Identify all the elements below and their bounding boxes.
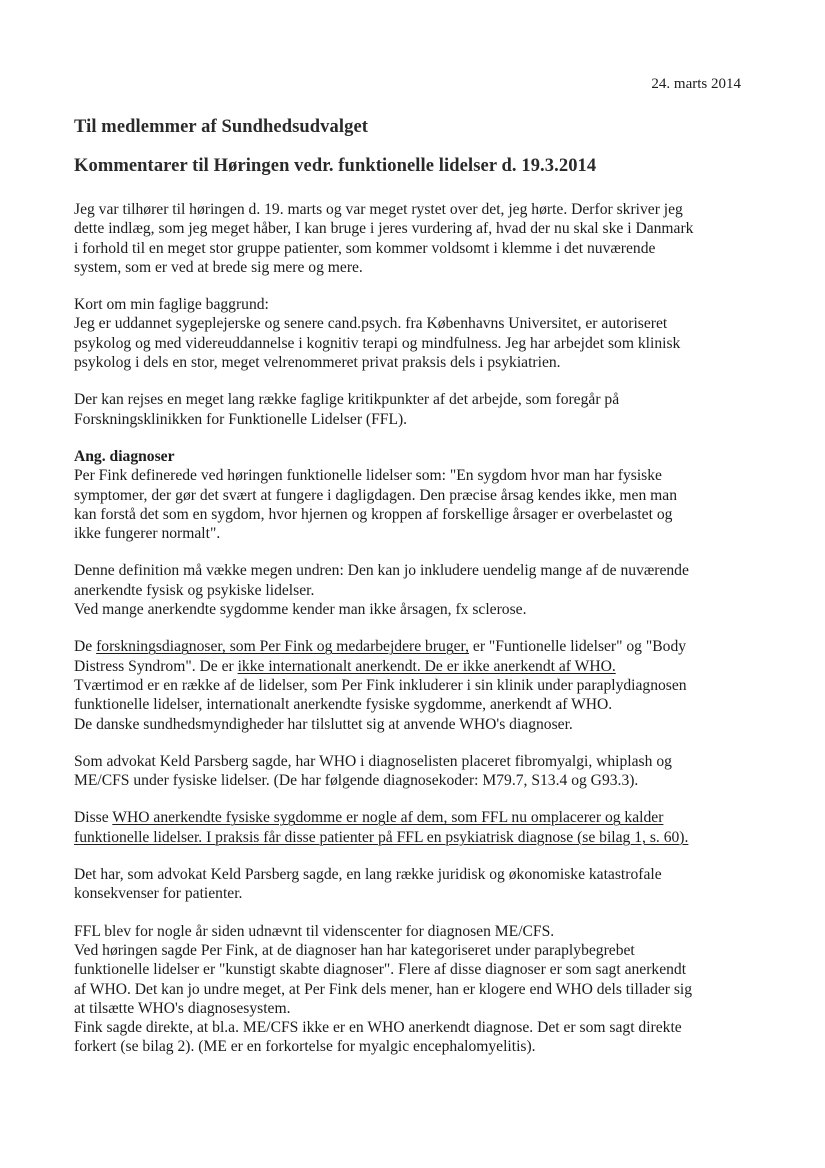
text-line: psykolog og med videreuddannelse i kognitiv terapi og mindfulness. Jeg har arbejdet som klinisk bbox=[74, 334, 681, 352]
text-segment: De bbox=[74, 638, 97, 656]
text-line: ME/CFS under fysiske lidelser. (De har følgende diagnosekoder: M79.7, S13.4 og G93.3). bbox=[74, 772, 639, 790]
paragraph-background bbox=[74, 295, 746, 372]
text-line bbox=[74, 808, 746, 827]
underlined-text: WHO anerkendte fysiske sygdomme er nogle af dem, som FFL nu omplacerer og kalder bbox=[112, 809, 664, 827]
text-line: symptomer, der gør det svært at fungere i dagligdagen. Den præcise årsag kendes ikke, men man bbox=[74, 486, 678, 504]
underlined-text: ikke internationalt anerkendt. De er ikke anerkendt af WHO. bbox=[237, 657, 616, 675]
text-line: konsekvenser for patienter. bbox=[74, 885, 243, 903]
text-line: Som advokat Keld Parsberg sagde, har WHO i diagnoselisten placeret fibromyalgi, whiplash og bbox=[74, 752, 672, 770]
text-line: funktionelle lidelser, internationalt anerkendte fysiske sygdomme, anerkendt af WHO. bbox=[74, 696, 613, 714]
letter-date: 24. marts 2014 bbox=[651, 76, 741, 92]
text-line: Ved mange anerkendte sygdomme kender man ikke årsagen, fx sclerose. bbox=[74, 601, 527, 619]
paragraph-me-cfs bbox=[74, 922, 746, 1057]
text-line: Jeg var tilhører til høringen d. 19. marts og var meget rystet over det, jeg hørte. Derfor skriver jeg bbox=[74, 201, 683, 218]
paragraph-definition bbox=[74, 561, 746, 619]
text-line: forkert (se bilag 2). (ME er en forkortelse for myalgic encephalomyelitis). bbox=[74, 1038, 536, 1056]
paragraph-intro bbox=[74, 200, 746, 277]
text-line: psykolog i dels en stor, meget velrenommeret privat praksis dels i psykiatrien. bbox=[74, 354, 561, 372]
text-line: Det har, som advokat Keld Parsberg sagde, en lang række juridisk og økonomiske katastrofale bbox=[74, 866, 662, 884]
text-line: Ved høringen sagde Per Fink, at de diagnoser han har kategoriseret under paraplybegrebet bbox=[74, 941, 635, 959]
underlined-text: funktionelle lidelser. I praksis får disse patienter på FFL en psykiatrisk diagnose (se bilag 1, s. 60). bbox=[74, 828, 689, 846]
paragraph-diagnoses bbox=[74, 447, 746, 543]
text-line: at tilsætte WHO's diagnosesystem. bbox=[74, 999, 291, 1017]
text-line: ikke fungerer normalt". bbox=[74, 525, 221, 543]
text-line: Kort om min faglige baggrund: bbox=[74, 296, 269, 314]
text-line: anerkendte fysisk og psykiske lidelser. bbox=[74, 581, 315, 599]
text-line: Der kan rejses en meget lang række faglige kritikpunkter af det arbejde, som foregår på bbox=[74, 391, 620, 409]
text-line: i forhold til en meget stor gruppe patienter, som kommer voldsomt i klemme i det nuværende bbox=[74, 239, 656, 257]
text-line: Per Fink definerede ved høringen funktionelle lidelser som: "En sygdom hvor man har fysiske bbox=[74, 467, 662, 485]
paragraph-consequences bbox=[74, 865, 746, 904]
text-line: FFL blev for nogle år siden udnævnt til videnscenter for diagnosen ME/CFS. bbox=[74, 922, 555, 940]
letter-body bbox=[74, 200, 746, 1075]
text-line: Tværtimod er en række af de lidelser, som Per Fink inkluderer i sin klinik under paraplydiagnosen bbox=[74, 676, 687, 694]
text-line: funktionelle lidelser er "kunstigt skabte diagnoser". Flere af disse diagnoser er som sagt anerkendt bbox=[74, 961, 687, 979]
recipient-heading: Til medlemmer af Sundhedsudvalget bbox=[74, 117, 369, 137]
paragraph-critique bbox=[74, 390, 746, 429]
paragraph-research-diagnoses bbox=[74, 637, 746, 733]
text-segment: er "Funtionelle lidelser" og "Body bbox=[469, 638, 687, 656]
subject-heading: Kommentarer til Høringen vedr. funktionelle lidelser d. 19.3.2014 bbox=[74, 156, 597, 176]
text-line bbox=[74, 657, 746, 676]
text-line: system, som er ved at brede sig mere og mere. bbox=[74, 258, 363, 276]
section-title: Ang. diagnoser bbox=[74, 447, 175, 465]
text-line: dette indlæg, som jeg meget håber, I kan bruge i jeres vurdering af, hvad der nu skal ske i Danmark bbox=[74, 220, 694, 238]
text-line: De danske sundhedsmyndigheder har tilsluttet sig at anvende WHO's diagnoser. bbox=[74, 715, 573, 733]
text-line: Denne definition må vække megen undren: Den kan jo inkludere uendelig mange af de nuværende bbox=[74, 562, 689, 580]
text-segment: Disse bbox=[74, 809, 113, 827]
text-line bbox=[74, 637, 746, 656]
underlined-text: forskningsdiagnoser, som Per Fink og medarbejdere bruger, bbox=[96, 638, 470, 656]
text-segment: Distress Syndrom". De er bbox=[74, 657, 238, 675]
text-line bbox=[74, 828, 746, 847]
text-line: Jeg er uddannet sygeplejerske og senere cand.psych. fra Københavns Universitet, er autoriseret bbox=[74, 315, 668, 333]
text-line: kan forstå det som en sygdom, hvor hjernen og kroppen af forskellige årsager er overbelastet og bbox=[74, 505, 673, 523]
paragraph-reclassification bbox=[74, 808, 746, 847]
text-line: Forskningsklinikken for Funktionelle Lidelser (FFL). bbox=[74, 410, 408, 428]
text-line: af WHO. Det kan jo undre meget, at Per Fink dels mener, han er klogere end WHO dels tillader sig bbox=[74, 980, 693, 998]
paragraph-who-codes bbox=[74, 752, 746, 791]
text-line: Fink sagde direkte, at bl.a. ME/CFS ikke er en WHO anerkendt diagnose. Det er som sagt direkte bbox=[74, 1019, 682, 1037]
